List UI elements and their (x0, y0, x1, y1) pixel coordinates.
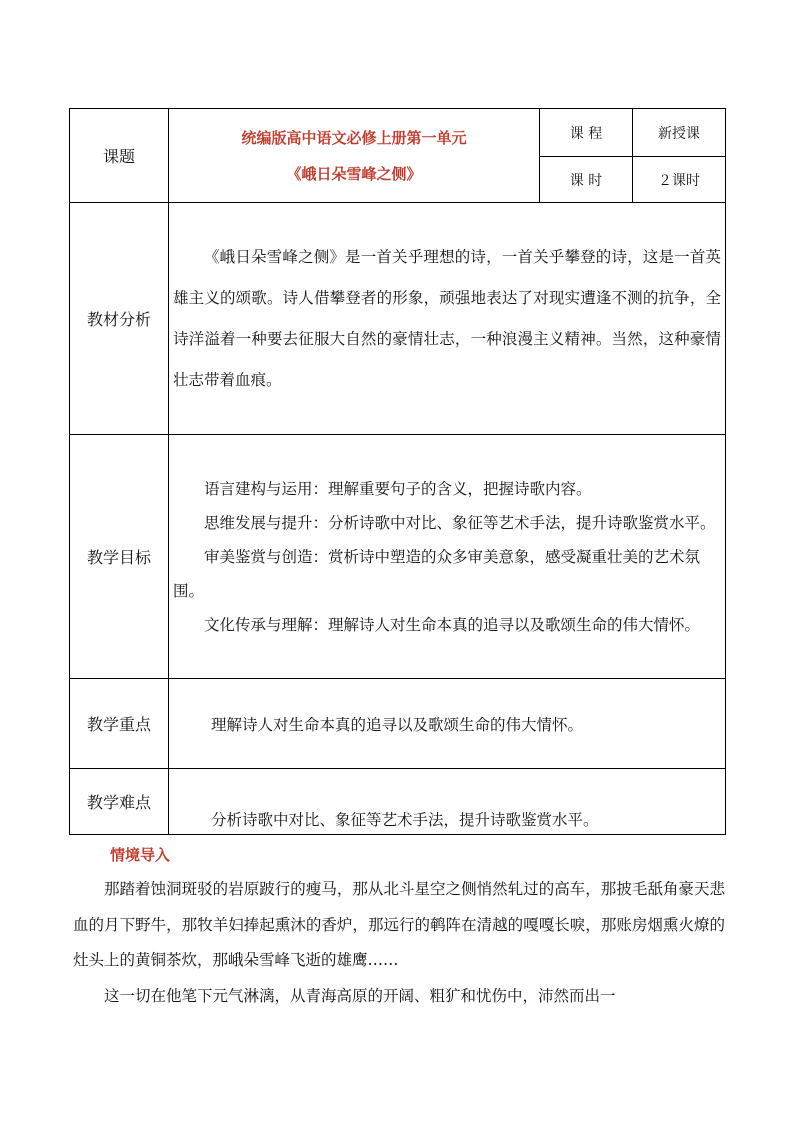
lesson-title-line2: 《峨日朵雪峰之侧》 (286, 164, 422, 183)
intro-body (73, 872, 725, 1014)
intro-paragraph: 那踏着蚀洞斑驳的岩原跛行的瘦马，那从北斗星空之侧悄然轧过的高车，那披毛舐角豪天悲血的月下野牛，那牧羊妇捧起熏沐的香炉，那远行的鹌阵在清越的嘎嘎长唳，那账房烟熏火燎的灶头上的黄铜茶炊，那峨朵雪峰飞逝的雄鹰…… (73, 880, 725, 969)
intro-paragraph: 这一切在他笔下元气淋漓，从青海高原的开阔、粗犷和忧伤中，沛然而出一 (104, 986, 616, 1005)
analysis-cell (169, 203, 726, 435)
topic-label: 课题 (70, 109, 169, 203)
lesson-title (169, 109, 540, 203)
goal-item: 文化传承与理解：理解诗人对生命本真的追寻以及歌颂生命的伟大情怀。 (204, 615, 701, 634)
goal-item: 审美鉴赏与创造：赏析诗中塑造的众多审美意象，感受凝重壮美的艺术氛围。 (173, 547, 701, 600)
goal-item: 思维发展与提升：分析诗歌中对比、象征等艺术手法，提升诗歌鉴赏水平。 (204, 513, 716, 532)
intro-heading: 情境导入 (110, 846, 171, 864)
key-point-text: 理解诗人对生命本真的追寻以及歌颂生命的伟大情怀。 (169, 679, 726, 769)
lesson-plan-table (69, 108, 726, 835)
goals-label: 教学目标 (70, 435, 169, 679)
course-value: 新授课 (633, 109, 726, 157)
analysis-text: 《峨日朵雪峰之侧》是一首关乎理想的诗，一首关乎攀登的诗，这是一首英雄主义的颂歌。诗人借攀登者的形象，顽强地表达了对现实遭逢不测的抗争，全诗洋溢着一种要去征服大自然的豪情壮志，一种浪漫主义精神。当然，这种豪情壮志带着血痕。 (173, 247, 721, 389)
lesson-title-line1: 统编版高中语文必修上册第一单元 (241, 128, 467, 147)
goal-item: 语言建构与运用：理解重要句子的含义，把握诗歌内容。 (204, 479, 592, 498)
difficulty-label: 教学难点 (70, 769, 169, 835)
difficulty-text: 分析诗歌中对比、象征等艺术手法，提升诗歌鉴赏水平。 (169, 769, 726, 835)
course-label: 课 程 (540, 109, 633, 157)
hours-value: ２课时 (633, 157, 726, 203)
analysis-label: 教材分析 (70, 203, 169, 435)
key-point-label: 教学重点 (70, 679, 169, 769)
goals-cell (169, 435, 726, 679)
hours-label: 课 时 (540, 157, 633, 203)
